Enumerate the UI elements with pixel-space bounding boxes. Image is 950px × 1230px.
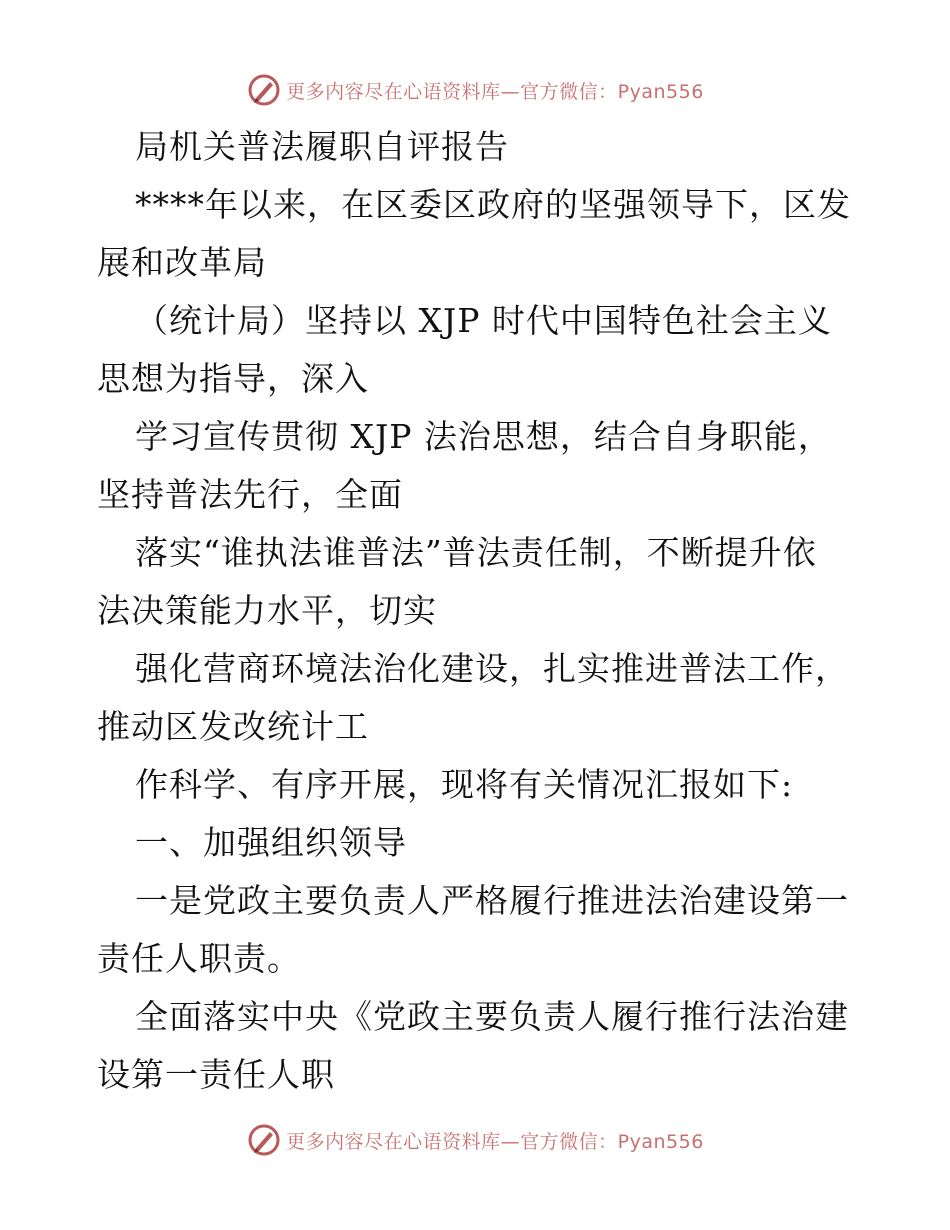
paragraph-line: 设第一责任人职 (97, 1055, 335, 1094)
paragraph-line: 展和改革局 (97, 243, 267, 282)
watermark-footer (0, 1120, 950, 1160)
paragraph-line: 法决策能力水平，切实 (97, 591, 437, 630)
paragraph-line: 推动区发改统计工 (97, 707, 369, 746)
document-body (97, 118, 857, 1104)
document-title: 局机关普法履职自评报告 (135, 127, 509, 166)
paragraph-line: 全面落实中央《党政主要负责人履行推行法治建 (135, 997, 849, 1036)
watermark-text: 更多内容尽在心语资料库—官方微信：Pyan556 (286, 80, 704, 103)
paragraph-line: 坚持普法先行，全面 (97, 475, 403, 514)
pen-circle-logo-icon (246, 1122, 282, 1158)
paragraph-line: （统计局）坚持以 XJP 时代中国特色社会主义 (135, 301, 832, 340)
paragraph-line: 强化营商环境法治化建设，扎实推进普法工作， (135, 649, 849, 688)
paragraph-line: 学习宣传贯彻 XJP 法治思想，结合自身职能， (135, 417, 832, 456)
paragraph-line: 思想为指导，深入 (97, 359, 369, 398)
watermark-text: 更多内容尽在心语资料库—官方微信：Pyan556 (286, 1130, 704, 1153)
pen-circle-logo-icon (246, 72, 282, 108)
paragraph-line: 落实“谁执法谁普法”普法责任制，不断提升依 (135, 533, 817, 572)
section-heading: 一、加强组织领导 (135, 823, 407, 862)
paragraph-line: 责任人职责。 (97, 939, 301, 978)
paragraph-line: 作科学、有序开展，现将有关情况汇报如下: (135, 765, 794, 804)
watermark-header (0, 70, 950, 110)
paragraph-line: 一是党政主要负责人严格履行推进法治建设第一 (135, 881, 849, 920)
paragraph-line: ****年以来，在区委区政府的坚强领导下，区发 (135, 185, 851, 224)
